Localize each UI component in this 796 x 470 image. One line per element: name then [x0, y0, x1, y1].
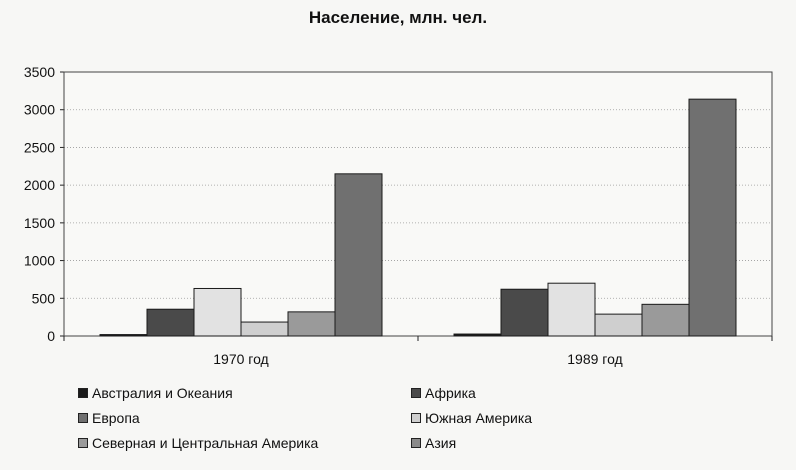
bar	[454, 334, 501, 336]
bar	[501, 289, 548, 336]
x-tick-label: 1970 год	[213, 351, 269, 367]
legend-swatch	[411, 413, 421, 423]
y-tick-label: 1000	[23, 252, 55, 269]
legend-swatch	[411, 388, 421, 398]
y-tick-label: 0	[47, 328, 55, 344]
bar	[147, 309, 194, 336]
y-tick-label: 3000	[23, 101, 55, 118]
legend-item	[78, 409, 411, 427]
legend-swatch	[78, 438, 88, 448]
legend-label: Европа	[92, 410, 140, 426]
y-tick-label: 500	[31, 290, 55, 307]
legend-item	[411, 384, 641, 402]
plot-area	[64, 72, 772, 336]
bar	[288, 312, 335, 336]
x-tick-label: 1989 год	[567, 351, 623, 367]
legend-label: Северная и Центральная Америка	[92, 435, 319, 451]
legend-swatch	[78, 413, 88, 423]
bar	[689, 99, 736, 336]
legend-item	[78, 384, 411, 402]
legend-item	[411, 409, 641, 427]
bar	[595, 314, 642, 336]
bar	[100, 335, 147, 336]
legend-swatch	[411, 438, 421, 448]
legend-label: Азия	[425, 435, 457, 451]
legend-label: Южная Америка	[425, 410, 533, 426]
y-tick-label: 3500	[23, 64, 55, 80]
legend-swatch	[78, 388, 88, 398]
bar	[548, 283, 595, 336]
chart-legend	[78, 384, 638, 452]
legend-label: Африка	[425, 385, 476, 401]
y-tick-label: 1500	[23, 214, 55, 231]
bar	[194, 288, 241, 336]
bar	[642, 304, 689, 336]
chart-title: Население, млн. чел.	[308, 8, 488, 27]
bar	[241, 322, 288, 336]
y-tick-label: 2500	[23, 139, 55, 156]
legend-item	[411, 434, 641, 452]
bar	[335, 174, 382, 336]
legend-item	[78, 434, 411, 452]
y-tick-label: 2000	[23, 177, 55, 194]
legend-label: Австралия и Океания	[92, 385, 233, 401]
